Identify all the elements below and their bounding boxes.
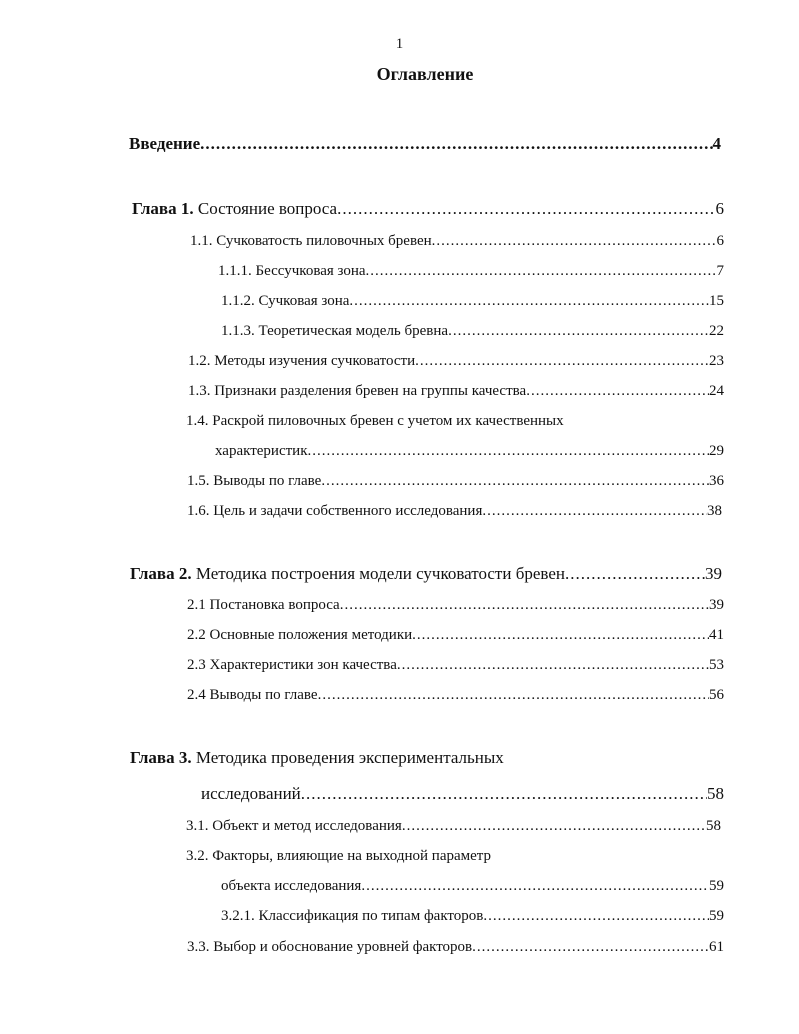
chapter-number: Глава 1. xyxy=(132,199,194,218)
chapter-number: Глава 3. xyxy=(130,748,192,767)
toc-entry-3-2-1 xyxy=(221,908,724,925)
toc-entry-label: 1.1.1. Бессучковая зона xyxy=(218,263,366,279)
toc-entry-label: 1.3. Признаки разделения бревен на группы качества xyxy=(188,383,527,399)
toc-entry-page: 59 xyxy=(709,908,724,924)
toc-entry-page: 4 xyxy=(712,134,721,153)
toc-entry-page: 53 xyxy=(709,657,724,673)
toc-entry-label: 2.4 Выводы по главе xyxy=(187,687,318,703)
toc-entry-3-2-cont xyxy=(221,878,724,895)
toc-entry-1-1-2 xyxy=(221,293,724,310)
toc-entry-label: 3.3. Выбор и обоснование уровней факторов xyxy=(187,939,473,955)
toc-entry-label: 1.2. Методы изучения сучковатости xyxy=(188,353,416,369)
toc-entry-page: 7 xyxy=(716,263,724,279)
toc-entry-1-6 xyxy=(187,503,722,520)
page-number: 1 xyxy=(395,36,404,52)
toc-entry-page: 56 xyxy=(709,687,724,703)
toc-entry-label: 1.5. Выводы по главе xyxy=(187,473,322,489)
toc-entry-label: 1.1.2. Сучковая зона xyxy=(221,293,350,309)
toc-entry-page: 6 xyxy=(715,199,724,218)
toc-entry-label: объекта исследования xyxy=(221,878,362,894)
toc-chapter-3-cont xyxy=(201,784,724,804)
toc-entry-page: 6 xyxy=(716,233,724,249)
toc-entry-intro xyxy=(129,134,721,154)
toc-entry-label: 1.1.3. Теоретическая модель бревна xyxy=(221,323,449,339)
toc-chapter-1 xyxy=(132,199,724,219)
toc-entry-page: 59 xyxy=(709,878,724,894)
toc-entry-2-3 xyxy=(187,657,724,674)
toc-entry-page: 15 xyxy=(709,293,724,309)
toc-entry-page: 58 xyxy=(707,784,724,803)
toc-entry-2-2 xyxy=(187,627,724,644)
toc-entry-label: Методика построения модели сучковатости бревен xyxy=(195,564,565,583)
toc-chapter-2 xyxy=(130,564,722,584)
toc-entry-page: 38 xyxy=(707,503,722,519)
toc-entry-label: 2.2 Основные положения методики xyxy=(187,627,413,643)
toc-entry-1-3 xyxy=(188,383,724,400)
toc-entry-label: 3.1. Объект и метод исследования xyxy=(186,818,402,834)
toc-entry-page: 24 xyxy=(709,383,724,399)
toc-entry-2-1 xyxy=(187,597,724,614)
toc-entry-label: характеристик xyxy=(215,443,308,459)
toc-entry-page: 61 xyxy=(709,939,724,955)
page-title: Оглавление xyxy=(376,64,474,84)
toc-entry-page: 39 xyxy=(709,597,724,613)
toc-entry-page: 41 xyxy=(709,627,724,643)
toc-entry-page: 23 xyxy=(709,353,724,369)
toc-entry-1-1-1 xyxy=(218,263,724,280)
toc-entry-label: 1.6. Цель и задачи собственного исследования xyxy=(187,503,483,519)
toc-entry-label: исследований xyxy=(201,784,301,803)
toc-entry-1-5 xyxy=(187,473,724,490)
toc-entry-page: 36 xyxy=(709,473,724,489)
toc-entry-label: 2.1 Постановка вопроса xyxy=(187,597,340,613)
toc-entry-label: Методика проведения экспериментальных xyxy=(195,748,504,767)
toc-entry-label: 3.2.1. Классификация по типам факторов xyxy=(221,908,484,924)
toc-entry-3-3 xyxy=(187,939,724,956)
toc-entry-1-4-cont xyxy=(215,443,724,460)
toc-entry-label: 1.1. Сучковатость пиловочных бревен xyxy=(190,233,432,249)
toc-entry-1-1-3 xyxy=(221,323,724,340)
chapter-number: Глава 2. xyxy=(130,564,192,583)
toc-entry-page: 58 xyxy=(706,818,721,834)
toc-entry-1-2 xyxy=(188,353,724,370)
toc-entry-label: Введение xyxy=(129,134,201,153)
toc-entry-page: 29 xyxy=(709,443,724,459)
toc-entry-3-2: 3.2. Факторы, влияющие на выходной параметр xyxy=(186,848,492,864)
toc-entry-label: Состояние вопроса xyxy=(197,199,338,218)
toc-entry-1-4: 1.4. Раскрой пиловочных бревен с учетом их качественных xyxy=(186,413,564,429)
toc-entry-page: 22 xyxy=(709,323,724,339)
toc-entry-3-1 xyxy=(186,818,721,835)
toc-entry-1-1 xyxy=(190,233,724,250)
toc-entry-label: 2.3 Характеристики зон качества xyxy=(187,657,397,673)
toc-chapter-3 xyxy=(130,748,504,768)
toc-entry-page: 39 xyxy=(705,564,722,583)
toc-entry-2-4 xyxy=(187,687,724,704)
